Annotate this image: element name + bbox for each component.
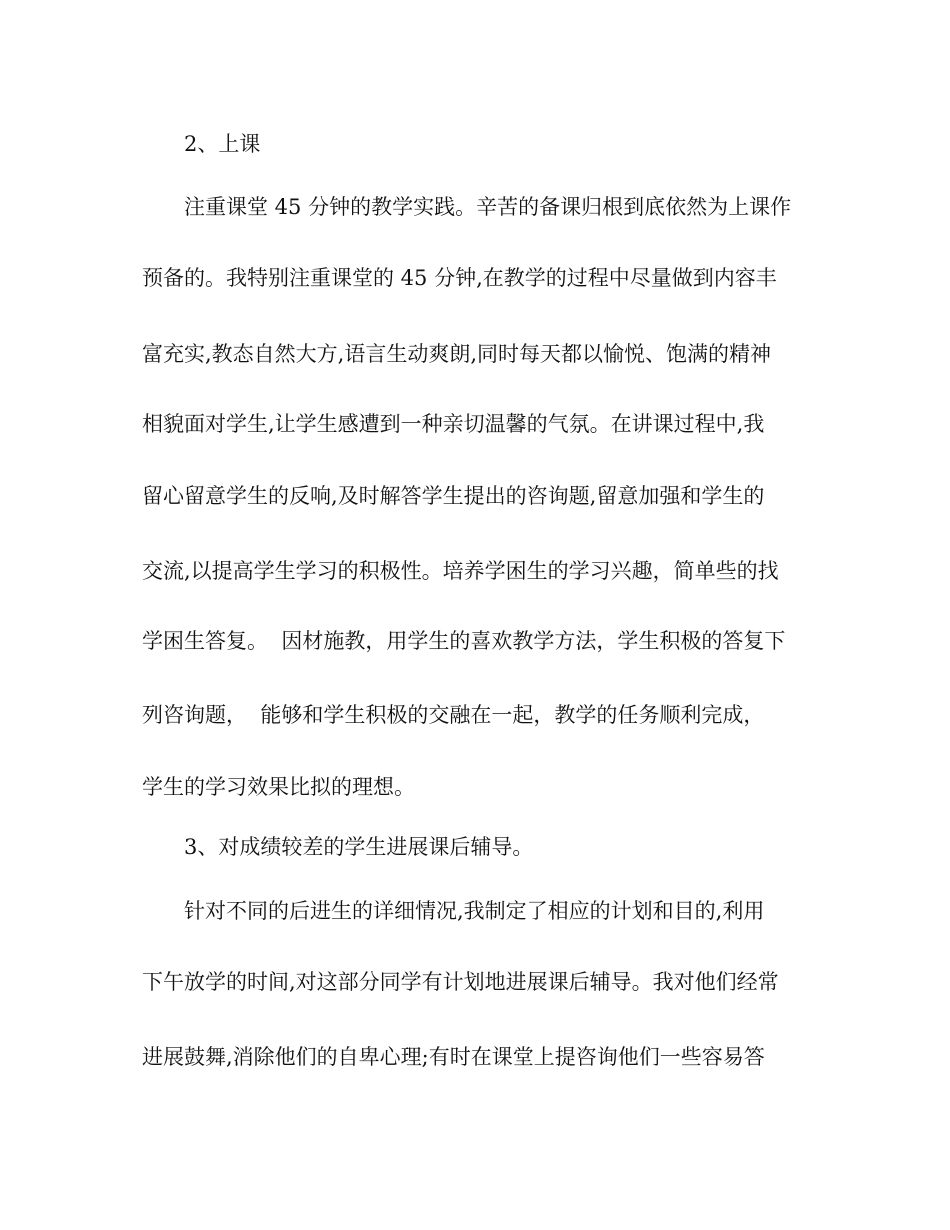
paragraph-line: 留心留意学生的反响,及时解答学生提出的咨询题,留意加强和学生的 — [142, 484, 765, 508]
section-heading-2: 2、上课 — [184, 132, 261, 156]
paragraph-line: 进展鼓舞,消除他们的自卑心理;有时在课堂上提咨询他们一些容易答 — [142, 1045, 765, 1069]
paragraph-line: 学生的学习效果比拟的理想。 — [142, 775, 415, 799]
paragraph-line: 注重课堂 45 分钟的教学实践。辛苦的备课归根到底依然为上课作 — [184, 195, 792, 219]
paragraph-line: 列咨询题， 能够和学生积极的交融在一起，教学的任务顺利完成， — [142, 703, 765, 727]
paragraph-line: 交流,以提高学生学习的积极性。培养学困生的学习兴趣，简单些的找 — [142, 559, 779, 583]
section-heading-3: 3、对成绩较差的学生进展课后辅导。 — [184, 835, 534, 859]
paragraph-line: 相貌面对学生,让学生感遭到一种亲切温馨的气氛。在讲课过程中,我 — [142, 412, 765, 436]
paragraph-line: 针对不同的后进生的详细情况,我制定了相应的计划和目的,利用 — [184, 899, 765, 923]
paragraph-line: 下午放学的时间,对这部分同学有计划地进展课后辅导。我对他们经常 — [142, 970, 779, 994]
paragraph-line: 学困生答复。 因材施教，用学生的喜欢教学方法，学生积极的答复下 — [142, 629, 786, 653]
paragraph-line: 富充实,教态自然大方,语言生动爽朗,同时每天都以愉悦、饱满的精神 — [142, 342, 772, 366]
paragraph-line: 预备的。我特别注重课堂的 45 分钟,在教学的过程中尽量做到内容丰 — [142, 266, 777, 290]
